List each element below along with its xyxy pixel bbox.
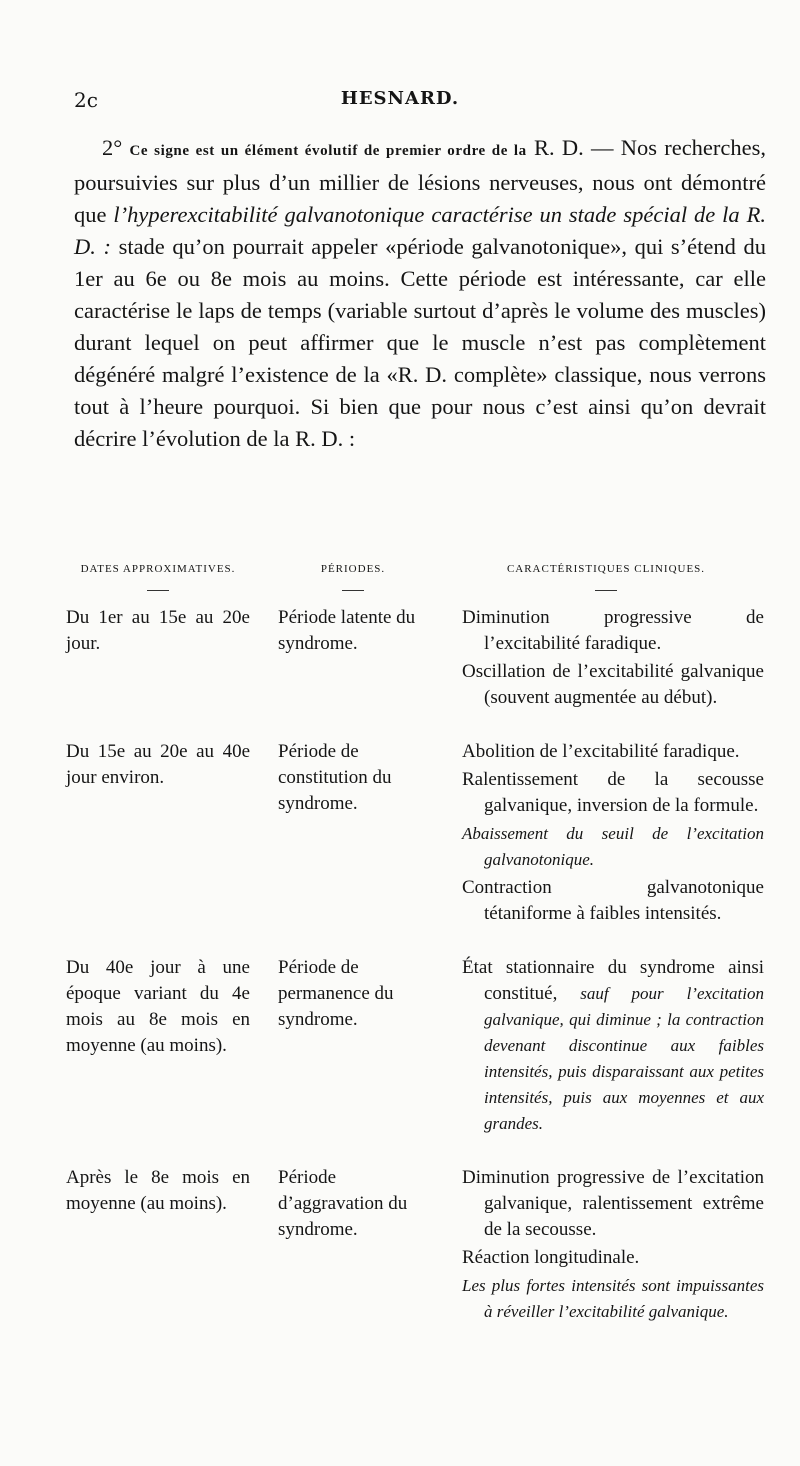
table-header-row — [58, 556, 764, 599]
section-number: 2° — [102, 135, 123, 160]
page-number: 2c — [74, 88, 98, 112]
paragraph-text-1: Nos recherches, poursuivies sur plus d’un millier de lésions nerveuses, nous ont démontré que — [74, 135, 767, 227]
section-heading-rd: R. D. — [534, 135, 584, 160]
dates-cell: Du 1er au 15e au 20e jour. — [66, 607, 250, 654]
section-heading: Ce signe est un élément évolutif de premier ordre de la — [129, 143, 527, 159]
period-cell: Période de constitution du syndrome. — [278, 741, 392, 814]
dates-cell: Du 15e au 20e au 40e jour environ. — [66, 741, 250, 788]
feature-item: Ralentissement de la secousse galvanique, inversion de la formule. — [462, 769, 764, 816]
table-row — [58, 599, 764, 733]
feature-item: Diminution progressive de l’excitabilité faradique. — [462, 607, 764, 654]
table-row — [58, 949, 764, 1159]
feature-item: Réaction longitudinale. — [462, 1247, 640, 1268]
feature-item: Contraction galvanotonique tétaniforme à faibles intensités. — [462, 877, 764, 924]
paragraph-italic: l’hyperexcitabilité galvanotonique caractérise un stade spécial de la R. D. : — [74, 202, 766, 259]
period-cell: Période d’aggravation du syndrome. — [278, 1167, 408, 1240]
paragraph-text-2: stade qu’on pourrait appeler «période galvanotonique», qui s’étend du 1er au 6e ou 8e mois au moins. Cette période est intéressante, car elle caractérise le laps de temps (variable surtout d’après le volume des muscles) durant lequel on peut affirmer que le muscle n’est pas complètement dégénéré malgré l’existence de la «R. D. complète» classique, nous verrons tout à l’heure pourquoi. Si bien que pour nous c’est ainsi qu’on devrait décrire l’évolution de la R. D. : — [74, 234, 766, 451]
feature-item-italic: Abaissement du seuil de l’excitation galvanotonique. — [462, 824, 764, 869]
running-title: HESNARD. — [340, 88, 460, 109]
period-cell: Période de permanence du syndrome. — [278, 957, 394, 1030]
features-cell — [448, 949, 764, 1159]
feature-item: Diminution progressive de l’excitation galvanique, ralentissement extrême de la secousse. — [462, 1167, 764, 1240]
features-cell — [448, 1159, 764, 1347]
feature-item: Oscillation de l’excitabilité galvanique (souvent augmentée au début). — [462, 661, 764, 708]
page-header — [0, 88, 800, 118]
table-row — [58, 733, 764, 949]
feature-item-italic: Les plus fortes intensités sont impuissantes à réveiller l’excitabilité galvanique. — [462, 1276, 764, 1321]
dates-cell: Après le 8e mois en moyenne (au moins). — [66, 1167, 250, 1214]
feature-item: Abolition de l’excitabilité faradique. — [462, 741, 740, 762]
column-header-periods: PÉRIODES. — [258, 556, 448, 599]
body-paragraph — [74, 132, 766, 455]
column-header-dates: DATES APPROXIMATIVES. — [58, 556, 258, 599]
feature-item-italic: sauf pour l’excitation galvanique, qui diminue ; la contraction devenant discontinue aux faibles intensités, puis disparaissant aux petites intensités, puis aux moyennes et aux grandes. — [484, 984, 764, 1133]
em-dash: — — [583, 135, 621, 160]
dates-cell: Du 40e jour à une époque variant du 4e mois au 8e mois en moyenne (au moins). — [66, 957, 250, 1056]
period-cell: Période latente du syndrome. — [278, 607, 416, 654]
evolution-table — [58, 556, 764, 1347]
table-row — [58, 1159, 764, 1347]
features-cell — [448, 733, 764, 949]
column-header-features: CARACTÉRISTIQUES CLINIQUES. — [448, 556, 764, 599]
features-cell — [448, 599, 764, 733]
feature-item: État stationnaire du syndrome ainsi constitué, sauf pour l’excitation galvanique, qui diminue ; la contraction devenant discontinue aux faibles intensités, puis disparaissant aux petites intensités, puis aux moyennes et aux grandes. — [462, 957, 764, 1133]
